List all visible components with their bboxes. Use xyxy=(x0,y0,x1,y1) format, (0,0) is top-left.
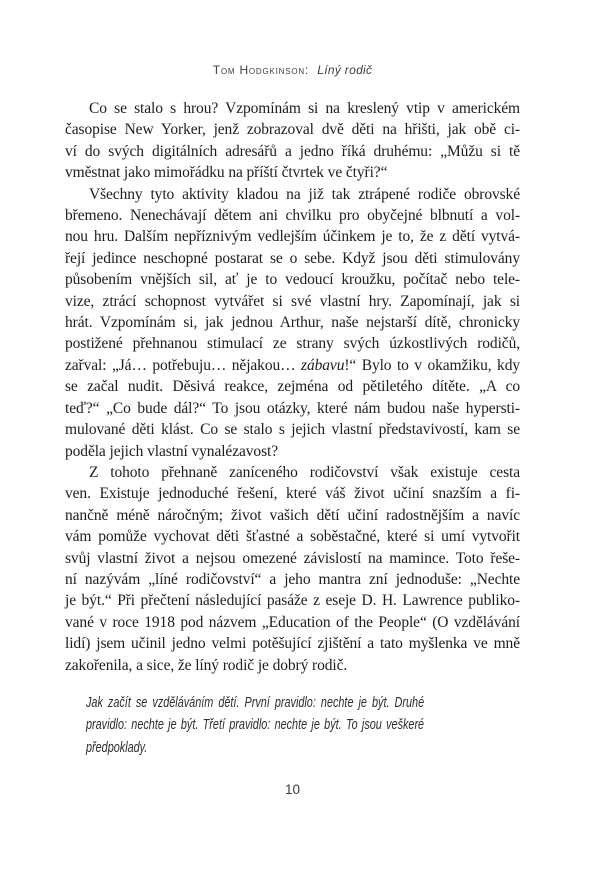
text-line: svůj vlastní život a nejsou omezené závislostí na mamince. Toto řeše- xyxy=(65,549,520,567)
header-author: Tom Hodgkinson: xyxy=(212,63,310,77)
text-line: působením vnějších sil, ať je to vedoucí kroužku, počítač nebo tele- xyxy=(65,271,520,289)
text-line: lidí) jsem učinil jedno velmi potěšující zjištění a tato myšlenka ve mně xyxy=(65,635,520,653)
text-line: ví do svých digitálních adresářů a jedno říká druhému: „Můžu si tě xyxy=(65,142,520,160)
text-line: časopise New Yorker, jenž zobrazoval dvě děti na hřišti, jak obě ci- xyxy=(65,121,520,139)
text-line: vané v roce 1918 pod názvem „Education of the People“ (O vzdělávání xyxy=(65,613,520,631)
text-line: nančně méně náročným; život vašich dětí učiní radostnějším a navíc xyxy=(65,506,520,524)
paragraph xyxy=(65,462,520,676)
text-line: vám pomůže vychovat děti šťastné a soběstačné, které si umí vytvořit xyxy=(65,528,520,546)
paragraph xyxy=(65,98,520,184)
text-line: vize, ztrácí schopnost vytvářet si své vlastní hry. Zapomínají, jak si xyxy=(65,292,520,310)
text-line: teď?“ „Co bude dál?“ To jsou otázky, které nám budou naše hypersti- xyxy=(65,399,520,417)
body-text xyxy=(65,98,520,676)
paragraph xyxy=(65,184,520,462)
quote-line: pravidlo: nechte je být. Třetí pravidlo: nechte je být. To jsou veškeré xyxy=(86,717,425,734)
text-line: nou hru. Dalším nepříznivým vedlejším účinkem je to, že z dětí vytvá- xyxy=(65,228,520,246)
text-line: hrát. Vzpomínám si, jak jednou Arthur, naše nejstarší dítě, chronicky xyxy=(65,314,520,332)
quote-line: Jak začít se vzděláváním dětí. První pravidlo: nechte je být. Druhé xyxy=(86,695,425,711)
text-line: Co se stalo s hrou? Vzpomínám si na kreslený vtip v americkém xyxy=(89,100,520,117)
text-segment: zařval: „Já… potřebuju… nějakou… xyxy=(65,356,302,374)
text-line: je být.“ Při přečtení následující pasáže z eseje D. H. Lawrence publiko- xyxy=(65,592,520,610)
text-line: Všechny tyto aktivity kladou na již tak ztrápené rodiče obrovské xyxy=(89,185,520,203)
page-number: 10 xyxy=(284,782,301,797)
text-line: poděla jejich vlastní vynalézavost? xyxy=(65,442,278,460)
text-line: zakořenila, a sice, že líný rodič je dobrý rodič. xyxy=(65,656,348,674)
text-line: postižené přehnanou stimulací ze strany svých úzkostlivých rodičů, xyxy=(65,335,520,353)
text-line: ní nazývám „líné rodičovství“ a jeho mantra zní jednoduše: „Nechte xyxy=(65,570,520,588)
text-line: břemeno. Nenechávají dětem ani chvilku pro obyčejné blbnutí a vol- xyxy=(65,207,520,225)
emphasized-word: zábavu xyxy=(301,356,345,374)
text-segment: !“ Bylo to v okamžiku, kdy xyxy=(344,356,521,374)
text-line xyxy=(65,355,520,376)
running-header xyxy=(65,62,520,78)
text-line: vměstnat jako mimořádku na příští čtvrtek ve čtyři?“ xyxy=(65,164,388,182)
text-line: Z tohoto přehnaně zaníceného rodičovství však existuje cesta xyxy=(89,463,520,481)
text-line: ven. Existuje jednoduché řešení, které váš život učiní snazším a fi- xyxy=(65,485,520,503)
text-line: se začal nudit. Děsivá reakce, zejména od pětiletého dítěte. „A co xyxy=(65,378,520,396)
header-book-title: Líný rodič xyxy=(317,63,373,77)
block-quote xyxy=(86,692,424,759)
quote-line: předpoklady. xyxy=(86,739,148,756)
text-line: řejí jedince neschopné postarat se o sebe. Když jsou děti stimulovány xyxy=(65,249,520,267)
text-line: mulované děti klást. Co se stalo s jejich vlastní představivostí, kam se xyxy=(65,421,520,439)
